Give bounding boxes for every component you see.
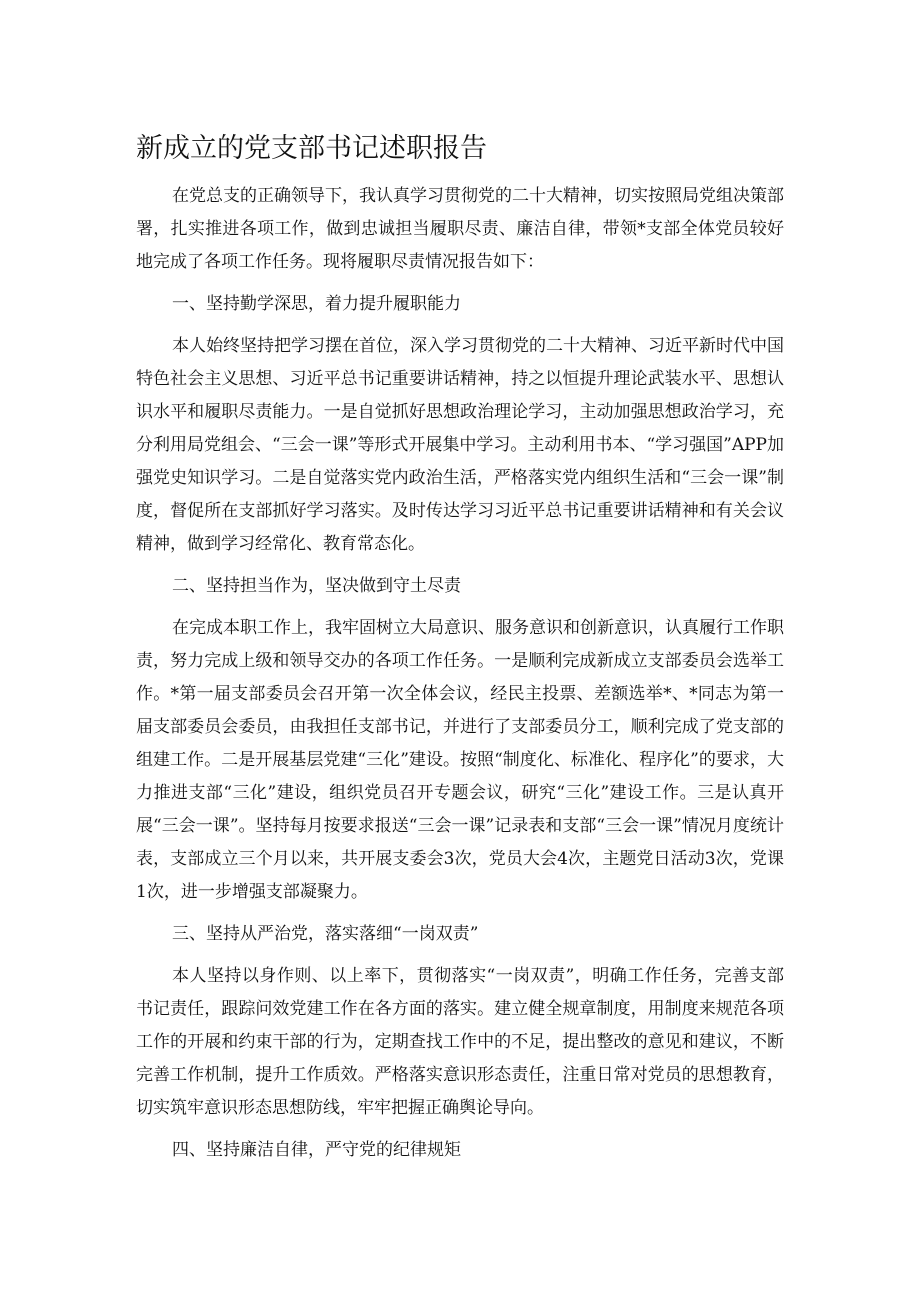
document-title: 新成立的党支部书记述职报告: [136, 133, 487, 164]
section-3-paragraph: 本人坚持以身作则、以上率下，贯彻落实“一岗双责”，明确工作任务，完善支部书记责任，跟踪问效党建工作在各方面的落实。建立健全规章制度，用制度来规范各项工作的开展和约束干部的行为，定期查找工作中的不足，提出整改的意见和建议，不断完善工作机制，提升工作质效。严格落实意识形态责任，注重日常对党员的思想教育，切实筑牢意识形态思想防线，牢牢把握正确舆论导向。: [136, 966, 784, 1118]
document-body: [136, 180, 784, 1167]
intro-paragraph: 在党总支的正确领导下，我认真学习贯彻党的二十大精神，切实按照局党组决策部署，扎实推进各项工作，做到忠诚担当履职尽责、廉洁自律，带领*支部全体党员较好地完成了各项工作任务。现将履职尽责情况报告如下：: [136, 186, 784, 272]
section-1-paragraph: 本人始终坚持把学习摆在首位，深入学习贯彻党的二十大精神、习近平新时代中国特色社会主义思想、习近平总书记重要讲话精神，持之以恒提升理论武装水平、思想认识水平和履职尽责能力。一是自觉抓好思想政治理论学习，主动加强思想政治学习，充分利用局党组会、“三会一课”等形式开展集中学习。主动利用书本、“学习强国”APP加强党史知识学习。二是自觉落实党内政治生活，严格落实党内组织生活和“三会一课”制度，督促所在支部抓好学习落实。及时传达学习习近平总书记重要讲话精神和有关会议精神，做到学习经常化、教育常态化。: [136, 336, 784, 554]
section-1-heading: 一、坚持勤学深思，着力提升履职能力: [172, 294, 461, 314]
section-4-heading: 四、坚持廉洁自律，严守党的纪律规矩: [172, 1140, 461, 1160]
section-2-heading: 二、坚持担当作为，坚决做到守土尽责: [172, 576, 461, 596]
section-2-paragraph: 在完成本职工作上，我牢固树立大局意识、服务意识和创新意识，认真履行工作职责，努力完成上级和领导交办的各项工作任务。一是顺利完成新成立支部委员会选举工作。*第一届支部委员会召开第一次全体会议，经民主投票、差额选举*、*同志为第一届支部委员会委员，由我担任支部书记，并进行了支部委员分工，顺利完成了党支部的组建工作。二是开展基层党建“三化”建设。按照“制度化、标准化、程序化”的要求，大力推进支部“三化”建设，组织党员召开专题会议，研究“三化”建设工作。三是认真开展“三会一课”。坚持每月按要求报送“三会一课”记录表和支部“三会一课”情况月度统计表，支部成立三个月以来，共开展支委会3次，党员大会4次，主题党日活动3次，党课1次，进一步增强支部凝聚力。: [136, 618, 784, 902]
section-3-heading: 三、坚持从严治党，落实落细“一岗双责”: [172, 924, 479, 944]
